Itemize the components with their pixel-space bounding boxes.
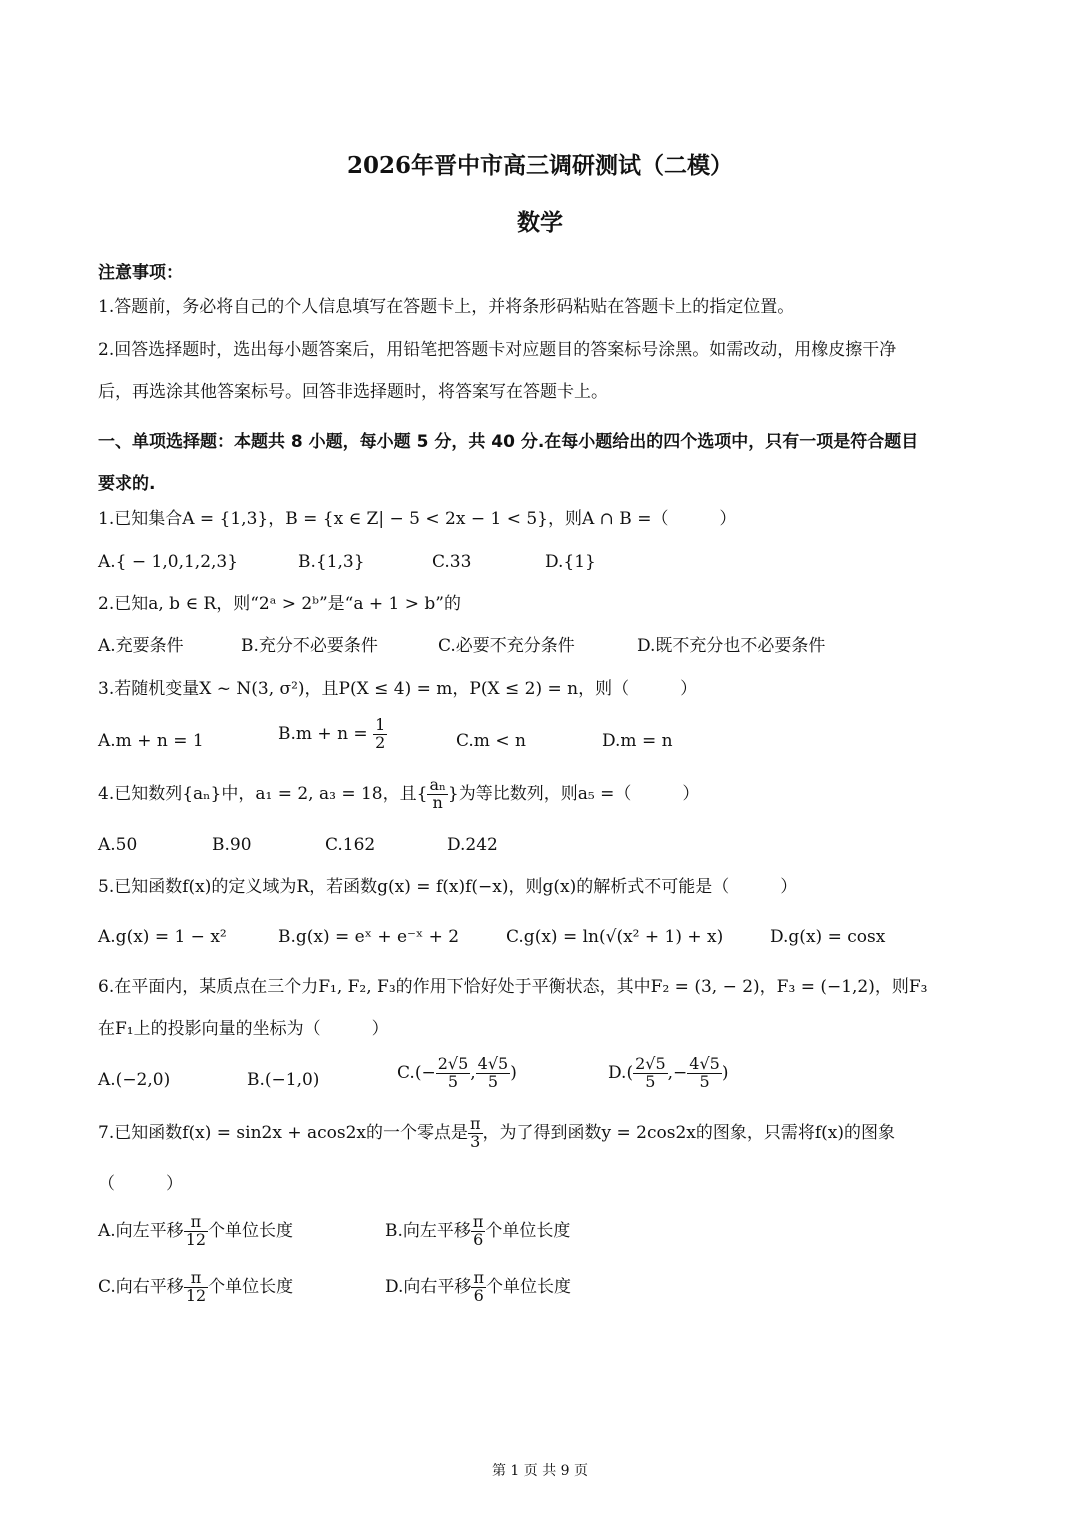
q7-option-c (98, 1270, 293, 1305)
fraction-numerator: 4√5 (689, 1054, 720, 1073)
fraction (184, 1270, 208, 1305)
q1-option-a: A.{ − 1,0,1,2,3} (98, 552, 239, 572)
fraction-numerator: 1 (375, 715, 386, 734)
q2-option-a: A.充要条件 (98, 636, 184, 656)
page-title: 2026年晋中市高三调研测试（二模） (346, 152, 733, 179)
fraction-numerator: π (184, 1214, 208, 1232)
q7-option-a-post: 个单位长度 (208, 1220, 294, 1241)
fraction (436, 1056, 471, 1091)
q6-option-c-prefix: C. (397, 1062, 415, 1083)
fraction-numerator: 4√5 (477, 1054, 509, 1073)
q4-option-b: B.90 (212, 835, 252, 855)
q6-option-d: D.( $\frac{2√5}{5}$ ,− $\frac{4√5}{5}$ ) (608, 1054, 729, 1091)
section-heading-line-2: 要求的. (98, 474, 156, 494)
fraction (687, 1056, 722, 1091)
question-7-stem-line-1 (98, 1116, 895, 1151)
notice-item-2-line-1: 2.回答选择题时，选出每小题答案后，用铅笔把答题卡对应题目的答案标号涂黑。如需改动，用橡皮擦干净 (98, 340, 897, 360)
q5-option-a: A.g(x) = 1 − x² (98, 927, 227, 947)
fraction-denominator: 12 (185, 1229, 207, 1249)
question-6-stem-line-2: 在F₁上的投影向量的坐标为（ ） (98, 1019, 389, 1039)
q2-option-c: C.必要不充分条件 (438, 636, 575, 656)
fraction-denominator: 5 (645, 1071, 656, 1091)
q6-option-b: B.(−1,0) (247, 1070, 320, 1090)
q4-option-a: A.50 (98, 835, 138, 855)
fraction-numerator: π (473, 1268, 484, 1287)
q3-option-d: D.m = n (602, 731, 673, 751)
q3-option-c: C.m < n (456, 731, 526, 751)
q7-option-d-post: 个单位长度 (485, 1276, 571, 1297)
question-3-stem: 3.若随机变量X ~ N(3, σ²)，且P(X ≤ 4) = m，P(X ≤ 2) = n，则（ ） (98, 679, 698, 699)
q7-stem-post: ，为了得到函数y = 2cos2x的图象，只需将f(x)的图象 (482, 1122, 896, 1143)
question-2-stem: 2.已知a, b ∈ R，则“2ᵃ > 2ᵇ”是“a + 1 > b”的 (98, 594, 461, 614)
q7-option-b-post: 个单位长度 (485, 1220, 571, 1241)
q6-option-c: C.(− $\frac{2√5}{5}$ , $\frac{4√5}{5}$ ) (397, 1054, 517, 1091)
q1-option-b: B.{1,3} (298, 552, 365, 572)
q5-option-c: C.g(x) = ln(√(x² + 1) + x) (506, 927, 724, 947)
q7-option-d (385, 1270, 571, 1305)
q4-stem-post: 为等比数列，则a₅ =（ ） (458, 783, 700, 804)
q4-stem-fraction (427, 777, 447, 812)
q4-option-d: D.242 (447, 835, 498, 855)
fraction-denominator: 2 (375, 732, 386, 752)
fraction-numerator: π (184, 1270, 208, 1288)
fraction-numerator: π (472, 1212, 484, 1231)
fraction-numerator: π (470, 1114, 481, 1133)
q1-option-d: D.{1} (545, 552, 596, 572)
fraction (471, 1214, 486, 1249)
q3-option-b-fraction (373, 717, 387, 752)
fraction-numerator: aₙ (429, 775, 446, 794)
q3-option-b (278, 717, 387, 752)
q6-option-d-prefix: D. (608, 1062, 627, 1083)
fraction-denominator: n (432, 792, 443, 812)
q7-stem-pre: 7.已知函数f(x) = sin2x + acos2x的一个零点是 (98, 1122, 468, 1143)
q5-option-d: D.g(x) = cosx (770, 927, 886, 947)
q7-option-c-pre: C.向右平移 (98, 1276, 184, 1297)
question-4-stem: 4.已知数列{aₙ}中，a₁ = 2, a₃ = 18，且{ $\frac{\text{aₙ}}{n}$ }为等比数列，则a₅ =（ ） (98, 775, 700, 812)
question-6-stem-line-1: 6.在平面内，某质点在三个力F₁, F₂, F₃的作用下恰好处于平衡状态，其中F₂ = (3, − 2)，F₃ = (−1,2)，则F₃ (98, 977, 928, 997)
fraction-denominator: 3 (470, 1131, 481, 1151)
q7-stem-fraction (468, 1116, 483, 1151)
q7-option-a-pre: A.向左平移 (98, 1220, 184, 1241)
question-7-stem-line-2: （ ） (98, 1174, 183, 1194)
q7-option-c-post: 个单位长度 (208, 1276, 294, 1297)
fraction (471, 1270, 486, 1305)
page-number: 第 1 页 共 9 页 (491, 1463, 589, 1479)
fraction-denominator: 5 (699, 1071, 710, 1091)
q2-option-d: D.既不充分也不必要条件 (637, 636, 826, 656)
q3-option-a: A.m + n = 1 (98, 731, 204, 751)
q7-option-a (98, 1214, 293, 1249)
fraction (633, 1056, 668, 1091)
q1-option-c: C.33 (432, 552, 472, 572)
fraction-denominator: 5 (487, 1071, 499, 1091)
notice-heading: 注意事项： (98, 263, 183, 283)
q3-option-b-prefix: B.m + n = (278, 723, 368, 744)
fraction-denominator: 6 (473, 1229, 484, 1249)
q7-option-b-pre: B.向左平移 (385, 1220, 471, 1241)
subject-title: 数学 (517, 209, 563, 236)
q7-option-d-pre: D.向右平移 (385, 1276, 472, 1297)
fraction-denominator: 6 (473, 1285, 484, 1305)
fraction-denominator: 5 (447, 1071, 459, 1091)
q6-option-a: A.(−2,0) (98, 1070, 171, 1090)
question-5-stem: 5.已知函数f(x)的定义域为R，若函数g(x) = f(x)f(−x)，则g(x)的解析式不可能是（ ） (98, 877, 798, 897)
question-1-stem: 1.已知集合A = {1,3}，B = {x ∈ Z| − 5 < 2x − 1 < 5}，则A ∩ B =（ ） (98, 509, 737, 529)
q7-option-b (385, 1214, 570, 1249)
fraction-numerator: 2√5 (635, 1054, 666, 1073)
q4-option-c: C.162 (325, 835, 376, 855)
q4-stem-pre: 4.已知数列{aₙ}中，a₁ = 2, a₃ = 18，且 (98, 783, 417, 804)
fraction (184, 1214, 208, 1249)
notice-item-1: 1.答题前，务必将自己的个人信息填写在答题卡上，并将条形码粘贴在答题卡上的指定位置。 (98, 297, 795, 317)
fraction-denominator: 12 (185, 1285, 207, 1305)
q2-option-b: B.充分不必要条件 (241, 636, 378, 656)
notice-item-2-line-2: 后，再选涂其他答案标号。回答非选择题时，将答案写在答题卡上。 (98, 382, 608, 402)
q5-option-b: B.g(x) = eˣ + e⁻ˣ + 2 (278, 927, 460, 947)
section-heading-line-1: 一、单项选择题：本题共 8 小题，每小题 5 分，共 40 分.在每小题给出的四个选项中，只有一项是符合题目 (98, 432, 919, 452)
fraction (476, 1056, 511, 1091)
fraction-numerator: 2√5 (437, 1054, 469, 1073)
